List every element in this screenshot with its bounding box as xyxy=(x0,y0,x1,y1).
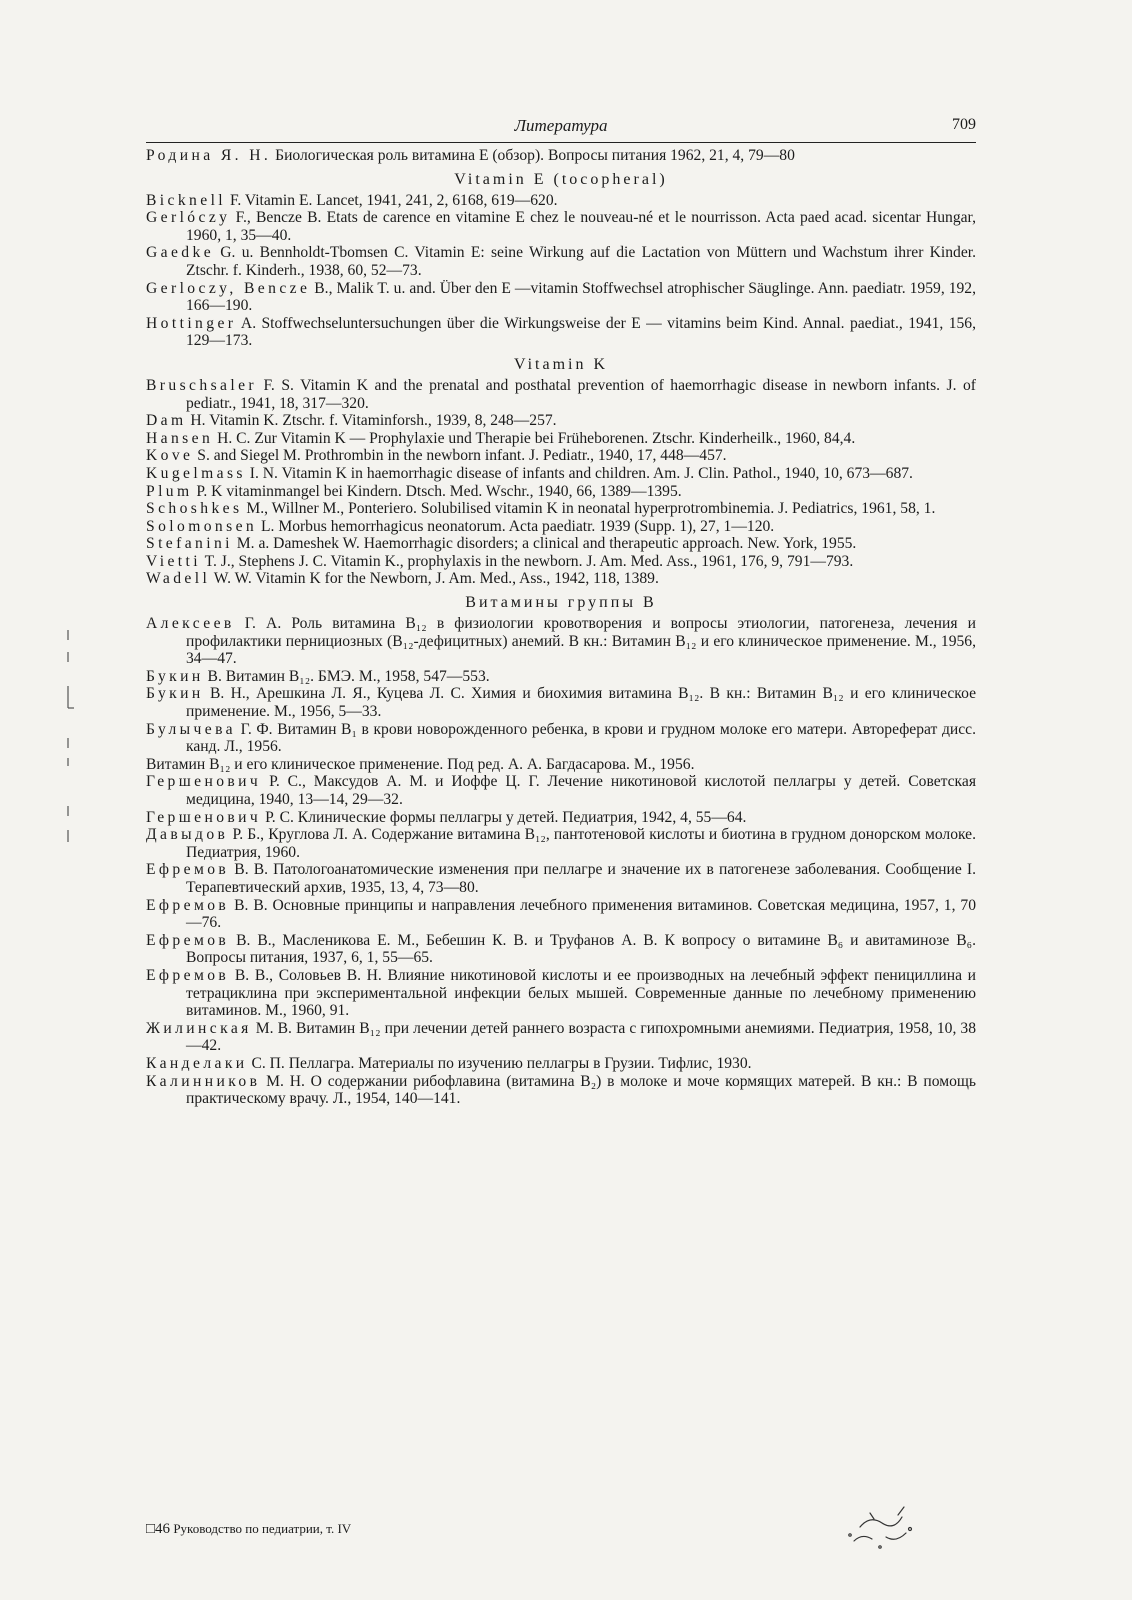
section-heading: Vitamin K xyxy=(513,355,609,373)
author-name: Родина Я. Н. xyxy=(146,147,272,164)
page-body xyxy=(146,112,976,1108)
citation-text: T. J., Stephens J. C. Vitamin K., prophylaxis in the newborn. J. Am. Med. Ass., 1961, 176, 9, 791—793. xyxy=(200,552,854,570)
reference-entry xyxy=(146,315,976,350)
bibliography-sections xyxy=(146,171,976,1108)
reference-entry xyxy=(146,147,976,165)
author-name: Kugelmass xyxy=(146,464,246,482)
running-title: Литература xyxy=(514,116,608,135)
citation-text: Г. А. Роль витамина В₁₂ в физиологии кровотворения и вопросы этиологии, патогенеза, лечения и профилактики пернициозных (В₁₂-дефицитных) анемий. В кн.: Витамин В₁₂ и его клиническое применение. М., 1956, 34—47. xyxy=(186,615,976,668)
header-rule xyxy=(146,142,976,143)
reference-entry xyxy=(146,209,976,244)
footer-text: Руководство по педиатрии, т. IV xyxy=(173,1521,352,1536)
citation-text: В. В. Основные принципы и направления лечебного применения витаминов. Советская медицина, 1957, 1, 70—76. xyxy=(186,896,976,932)
reference-entry xyxy=(146,412,976,430)
author-name: Kove xyxy=(146,447,194,465)
reference-entry xyxy=(146,192,976,210)
reference-entry xyxy=(146,518,976,536)
citation-text: P. K vitaminmangel bei Kindern. Dtsch. Med. Wschr., 1940, 66, 1389—1395. xyxy=(192,482,682,500)
bibliography-section xyxy=(146,171,976,350)
reference-entry xyxy=(146,861,976,896)
citation-text: M. a. Dameshek W. Haemorrhagic disorders; a clinical and therapeutic approach. New. York, 1955. xyxy=(232,535,857,553)
reference-entry xyxy=(146,932,976,967)
citation-text: В. В., Масленикова Е. М., Бебешин К. В. и Труфанов А. В. К вопросу о витамине В₆ и авитаминозе В₆. Вопросы питания, 1937, 6, 1, 55—65. xyxy=(186,931,976,967)
author-name: Wadell xyxy=(146,570,211,588)
author-name: Ефремов xyxy=(146,896,230,914)
citation-text: Г. Ф. Витамин В₁ в крови новорожденного ребенка, в крови и грудном молоке его матери. Автореферат дисс. канд. Л., 1956. xyxy=(186,720,976,756)
author-name: Булычева xyxy=(146,720,236,738)
section-heading: Vitamin E (tocopheral) xyxy=(454,170,668,188)
author-name: Schoshkes xyxy=(146,500,243,518)
citation-text: С. П. Пеллагра. Материалы по изучению пеллагры в Грузии. Тифлис, 1930. xyxy=(247,1054,752,1072)
citation-text: М. Н. О содержании рибофлавина (витамина В₂) в молоке и моче кормящих матерей. В кн.: В помощь практическому врачу. Л., 1954, 140—141. xyxy=(186,1072,976,1108)
author-name: Dam xyxy=(146,412,187,430)
running-header xyxy=(146,112,976,142)
citation-text: H. C. Zur Vitamin K — Prophylaxie und Therapie bei Früheborenen. Ztschr. Kinderheilk., 1960, 84,4. xyxy=(213,429,856,447)
reference-entry xyxy=(146,465,976,483)
citation-text: M., Willner M., Ponteriero. Solubilised vitamin K in neonatal hyperprotrombinemia. J. Pediatrics, 1961, 58, 1. xyxy=(242,500,936,518)
author-name: Vietti xyxy=(146,552,201,570)
margin-marks-icon xyxy=(58,490,78,890)
citation-text: Витамин В₁₂ и его клиническое применение. Под ред. А. А. Багдасарова. М., 1956. xyxy=(146,755,695,773)
reference-entry xyxy=(146,1020,976,1055)
citation-text: A. Stoffwechseluntersuchungen über die Wirkungsweise der E — vitamins beim Kind. Annal. paediat., 1941, 156, 129—173. xyxy=(186,314,976,350)
citation-text: В. В., Соловьев В. Н. Влияние никотиновой кислоты и ее производных на лечебный эффект пенициллина и тетрациклина при экспериментальной инфекции белых мышей. Современные данные по лечебному применению витаминов. М., 1960, 91. xyxy=(186,966,976,1020)
author-name: Ефремов xyxy=(146,931,230,949)
reference-entry xyxy=(146,570,976,588)
author-name: Hottinger xyxy=(146,314,237,332)
author-name: Алексеев xyxy=(146,615,235,633)
author-name: Ефремов xyxy=(146,966,230,984)
reference-entry xyxy=(146,809,976,827)
reference-entry xyxy=(146,685,976,720)
reference-entry xyxy=(146,553,976,571)
author-name: Gerloczy, Bencze xyxy=(146,279,311,297)
reference-entry xyxy=(146,773,976,808)
citation-text: L. Morbus hemorrhagicus neonatorum. Acta paediatr. 1939 (Supp. 1), 27, 1—120. xyxy=(257,517,775,535)
author-name: Stefanini xyxy=(146,535,233,553)
citation-text: F., Bencze B. Etats de carence en vitamine E chez le nouveau-né et le nourrisson. Acta paed acad. sicentar Hungar, 1960, 1, 35—40. xyxy=(186,209,976,244)
reference-entry xyxy=(146,967,976,1020)
citation-text: Р. С. Клинические формы пеллагры у детей. Педиатрия, 1942, 4, 55—64. xyxy=(261,808,747,826)
author-name: Калинников xyxy=(146,1072,261,1090)
reference-entry xyxy=(146,447,976,465)
author-name: Букин xyxy=(146,685,204,703)
author-name: Гершенович xyxy=(146,808,262,826)
author-name: Ефремов xyxy=(146,861,230,879)
author-name: Bicknell xyxy=(146,191,227,209)
reference-entry xyxy=(146,377,976,412)
author-name: Hansen xyxy=(146,429,214,447)
author-name: Гершенович xyxy=(146,773,262,791)
author-name: Давыдов xyxy=(146,826,229,844)
citation-text: В. Витамин В₁₂. БМЭ. М., 1958, 547—553. xyxy=(203,667,490,685)
citation-text: W. W. Vitamin K for the Newborn, J. Am. Med., Ass., 1942, 118, 1389. xyxy=(210,570,659,588)
citation-text: I. N. Vitamin K in haemorrhagic disease of infants and children. Am. J. Clin. Pathol., 1940, 10, 673—687. xyxy=(245,464,913,482)
author-name: Букин xyxy=(146,667,204,685)
author-name: Gerlóczy xyxy=(146,209,231,227)
citation-text: F. S. Vitamin K and the prenatal and posthatal prevention of haemorrhagic disease in newborn infants. J. of pediatr., 1941, 18, 317—320. xyxy=(186,376,976,412)
citation-text: B., Malik T. u. and. Über den E —vitamin Stoffwechsel atrophischer Säuglinge. Ann. paediatr. 1959, 192, 166—190. xyxy=(186,279,976,315)
reference-entry xyxy=(146,1073,976,1108)
reference-entry xyxy=(146,483,976,501)
section-heading: Витамины группы В xyxy=(465,594,657,612)
reference-entry xyxy=(146,721,976,756)
bibliography-section xyxy=(146,594,976,1108)
reference-entry xyxy=(146,500,976,518)
signature-mark: □46 xyxy=(146,1521,171,1537)
reference-entry xyxy=(146,615,976,668)
reference-entry xyxy=(146,897,976,932)
citation-text: S. and Siegel M. Prothrombin in the newborn infant. J. Pediatr., 1940, 17, 448—457. xyxy=(193,447,727,465)
reference-entry xyxy=(146,756,976,774)
stamp-smudge-icon xyxy=(840,1497,930,1553)
reference-entry xyxy=(146,535,976,553)
reference-entry xyxy=(146,280,976,315)
citation-text: Биологическая роль витамина Е (обзор). Вопросы питания 1962, 21, 4, 79—80 xyxy=(271,147,795,164)
author-name: Bruschsaler xyxy=(146,376,258,394)
page-number: 709 xyxy=(952,116,976,133)
citation-text: В. Н., Арешкина Л. Я., Куцева Л. С. Химия и биохимия витамина В₁₂. В кн.: Витамин В₁₂ и его клиническое применение. М., 1956, 5—33. xyxy=(186,685,976,721)
reference-entry xyxy=(146,1055,976,1073)
author-name: Жилинская xyxy=(146,1019,252,1037)
page-footer xyxy=(146,1521,351,1538)
reference-entry xyxy=(146,430,976,448)
citation-text: Р. С., Максудов А. М. и Иоффе Ц. Г. Лечение никотиновой кислотой пеллагры у детей. Советская медицина, 1940, 13—14, 29—32. xyxy=(186,773,976,808)
citation-text: В. В. Патологоанатомические изменения при пеллагре и значение их в патогенезе заболевания. Сообщение I. Терапевтический архив, 1935, 13, 4, 73—80. xyxy=(186,861,976,896)
author-name: Канделаки xyxy=(146,1054,248,1072)
citation-text: H. Vitamin K. Ztschr. f. Vitaminforsh., 1939, 8, 248—257. xyxy=(186,412,557,430)
citation-text: F. Vitamin E. Lancet, 1941, 241, 2, 6168, 619—620. xyxy=(226,191,558,209)
author-name: Plum xyxy=(146,482,193,500)
reference-entry xyxy=(146,244,976,279)
author-name: Gaedke xyxy=(146,244,215,262)
author-name: Solomonsen xyxy=(146,517,258,535)
intro-entries xyxy=(146,147,976,165)
bibliography-section xyxy=(146,356,976,588)
reference-entry xyxy=(146,668,976,686)
reference-entry xyxy=(146,826,976,861)
citation-text: М. В. Витамин В₁₂ при лечении детей раннего возраста с гипохромными анемиями. Педиатрия, 1958, 10, 38—42. xyxy=(186,1019,976,1055)
citation-text: Р. Б., Круглова Л. А. Содержание витамина В₁₂, пантотеновой кислоты и биотина в грудном донорском молоке. Педиатрия, 1960. xyxy=(186,826,976,861)
citation-text: G. u. Bennholdt-Tbomsen C. Vitamin E: seine Wirkung auf die Lactation von Müttern und Wachstum ihrer Kinder. Ztschr. f. Kinderh., 1938, 60, 52—73. xyxy=(186,244,976,279)
